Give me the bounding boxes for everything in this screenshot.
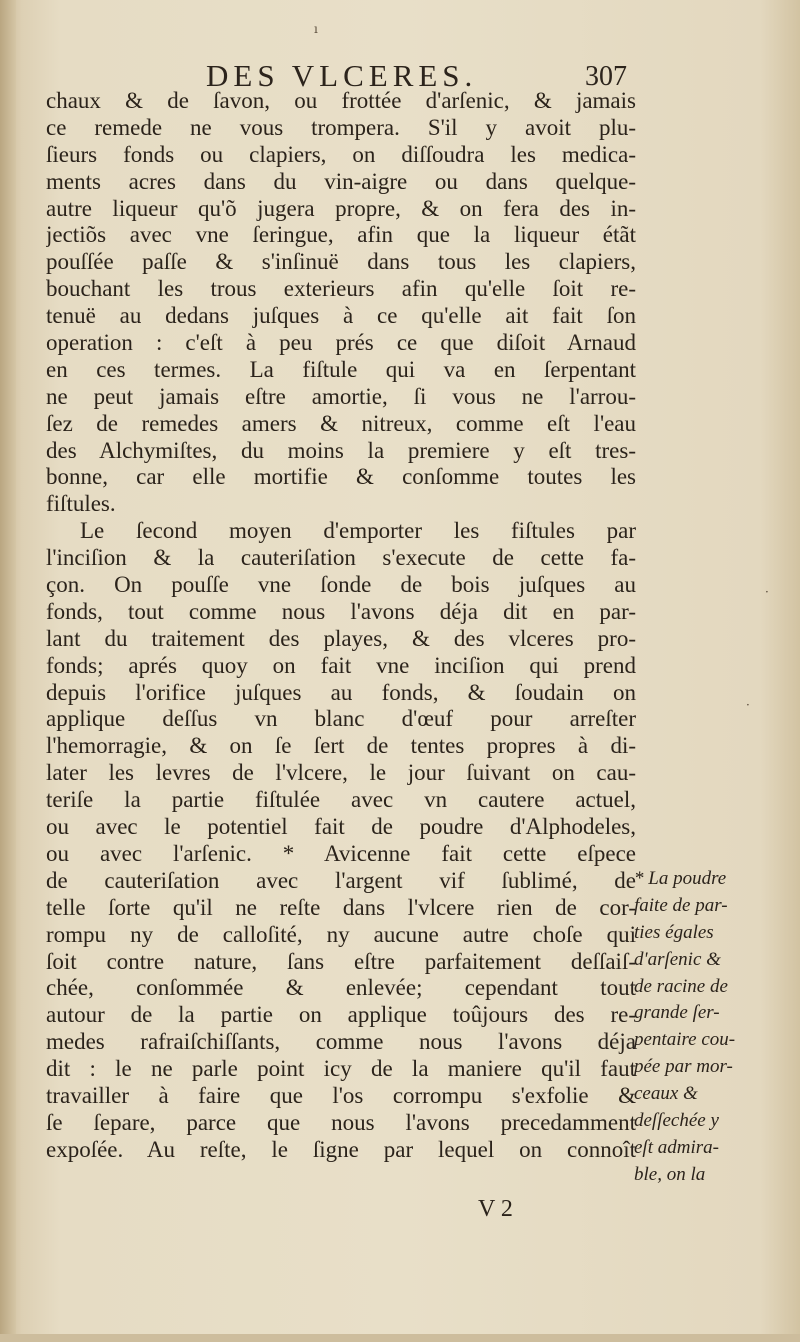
text-line: ſoit contre nature, ſans eſtre parfaitement deſſaiſ-	[46, 948, 636, 974]
text-line: depuis l'orifice juſques au fonds, & ſoudain on	[46, 679, 636, 705]
margin-note-line: ceaux &	[634, 1083, 698, 1105]
ink-speck: ·	[746, 698, 750, 712]
text-line: ou avec le potentiel fait de poudre d'Alphodeles,	[46, 814, 636, 840]
text-line: ce remede ne vous trompera. S'il y avoit plu-	[46, 114, 636, 140]
text-line: operation : c'eſt à peu prés ce que diſoit Arnaud	[46, 330, 636, 356]
text-line: bonne, car elle mortifie & conſomme toutes les	[46, 464, 636, 490]
text-line: fiſtules.	[46, 491, 116, 517]
text-line: çon. On pouſſe vne ſonde de bois juſques au	[46, 572, 636, 598]
text-line: tenuë au dedans juſques à ce qu'elle ait fait ſon	[46, 303, 636, 329]
text-line: ou avec l'arſenic. * Avicenne fait cette eſpece	[46, 840, 636, 866]
signature-mark: V 2	[478, 1196, 513, 1222]
margin-note-line: pentaire cou-	[634, 1029, 736, 1051]
page-number: 307	[585, 61, 627, 92]
text-line: pouſſée paſſe & s'inſinuë dans tous les clapiers,	[46, 249, 636, 275]
ink-speck: ı	[314, 22, 318, 36]
margin-note-line: pée par mor-	[634, 1056, 733, 1078]
text-line: autre liqueur qu'õ jugera propre, & on fera des in-	[46, 195, 636, 221]
text-line: chaux & de ſavon, ou frottée d'arſenic, & jamais	[46, 88, 636, 113]
margin-note-line: faite de par-	[634, 894, 728, 916]
text-line: lant du traitement des playes, & des vlceres pro-	[46, 625, 636, 651]
margin-note-line: deſſechée y	[634, 1110, 719, 1132]
text-line: l'hemorragie, & on ſe ſert de tentes propres à di-	[46, 733, 636, 759]
text-line: l'inciſion & la cauteriſation s'execute de cette fa-	[46, 545, 636, 571]
margin-note	[634, 866, 762, 1189]
margin-note-line: ble, on la	[634, 1163, 706, 1185]
main-text-block	[46, 88, 636, 1164]
margin-note-line: d'arſenic &	[634, 948, 721, 970]
text-line: applique deſſus vn blanc d'œuf pour arreſter	[46, 706, 636, 732]
text-line: travailler à faire que l'os corrompu s'exfolie &	[46, 1082, 636, 1108]
text-line: dit : le ne parle point icy de la maniere qu'il faut	[46, 1056, 636, 1082]
text-line: ne peut jamais eſtre amortie, ſi vous ne l'arrou-	[46, 383, 636, 409]
margin-note-line: de racine de	[634, 975, 728, 997]
text-line: fonds, tout comme nous l'avons déja dit en par-	[46, 598, 636, 624]
margin-note-line: grande ſer-	[634, 1002, 720, 1024]
text-line: fonds; aprés quoy on fait vne inciſion qui prend	[46, 652, 636, 678]
page-bottom-edge	[0, 1334, 800, 1342]
text-line: teriſe la partie fiſtulée avec vn cautere actuel,	[46, 787, 636, 813]
text-line: medes rafraiſchiſſants, comme nous l'avons déja	[46, 1029, 636, 1055]
text-line: chée, conſommée & enlevée; cependant tout	[46, 975, 636, 1001]
text-line: expoſée. Au reſte, le ſigne par lequel on connoît	[46, 1136, 636, 1162]
text-line: jectiõs avec vne ſeringue, afin que la liqueur étãt	[46, 222, 636, 248]
text-line: rompu ny de calloſité, ny aucune autre choſe qui	[46, 921, 636, 947]
text-line: des Alchymiſtes, du moins la premiere y eſt tres-	[46, 437, 636, 463]
text-line: bouchant les trous exterieurs afin qu'elle ſoit re-	[46, 276, 636, 302]
margin-note-line: * La poudre	[634, 868, 727, 889]
margin-note-line: ties égales	[634, 921, 714, 943]
text-line: autour de la partie on applique toûjours des re-	[46, 1002, 636, 1028]
running-title: DES VLCERES.	[206, 58, 478, 93]
paragraph-first-line: Le ſecond moyen d'emporter les fiſtules par	[80, 518, 636, 544]
text-line: ments acres dans du vin-aigre ou dans quelque-	[46, 168, 636, 194]
text-line: de cauteriſation avec l'argent vif ſublimé, de	[46, 867, 636, 893]
margin-note-line: eſt admira-	[634, 1136, 719, 1158]
text-line: telle ſorte qu'il ne reſte dans l'vlcere rien de cor-	[46, 894, 636, 920]
page-gutter-shadow	[0, 0, 16, 1342]
text-line: ſez de remedes amers & nitreux, comme eſt l'eau	[46, 410, 636, 436]
text-line: ſieurs fonds ou clapiers, on diſſoudra les medica-	[46, 141, 636, 167]
text-line: later les levres de l'vlcere, le jour ſuivant on cau-	[46, 760, 636, 786]
text-line: ſe ſepare, parce que nous l'avons precedamment	[46, 1109, 636, 1135]
text-line: en ces termes. La fiſtule qui va en ſerpentant	[46, 356, 636, 382]
ink-speck: ·	[765, 585, 769, 599]
